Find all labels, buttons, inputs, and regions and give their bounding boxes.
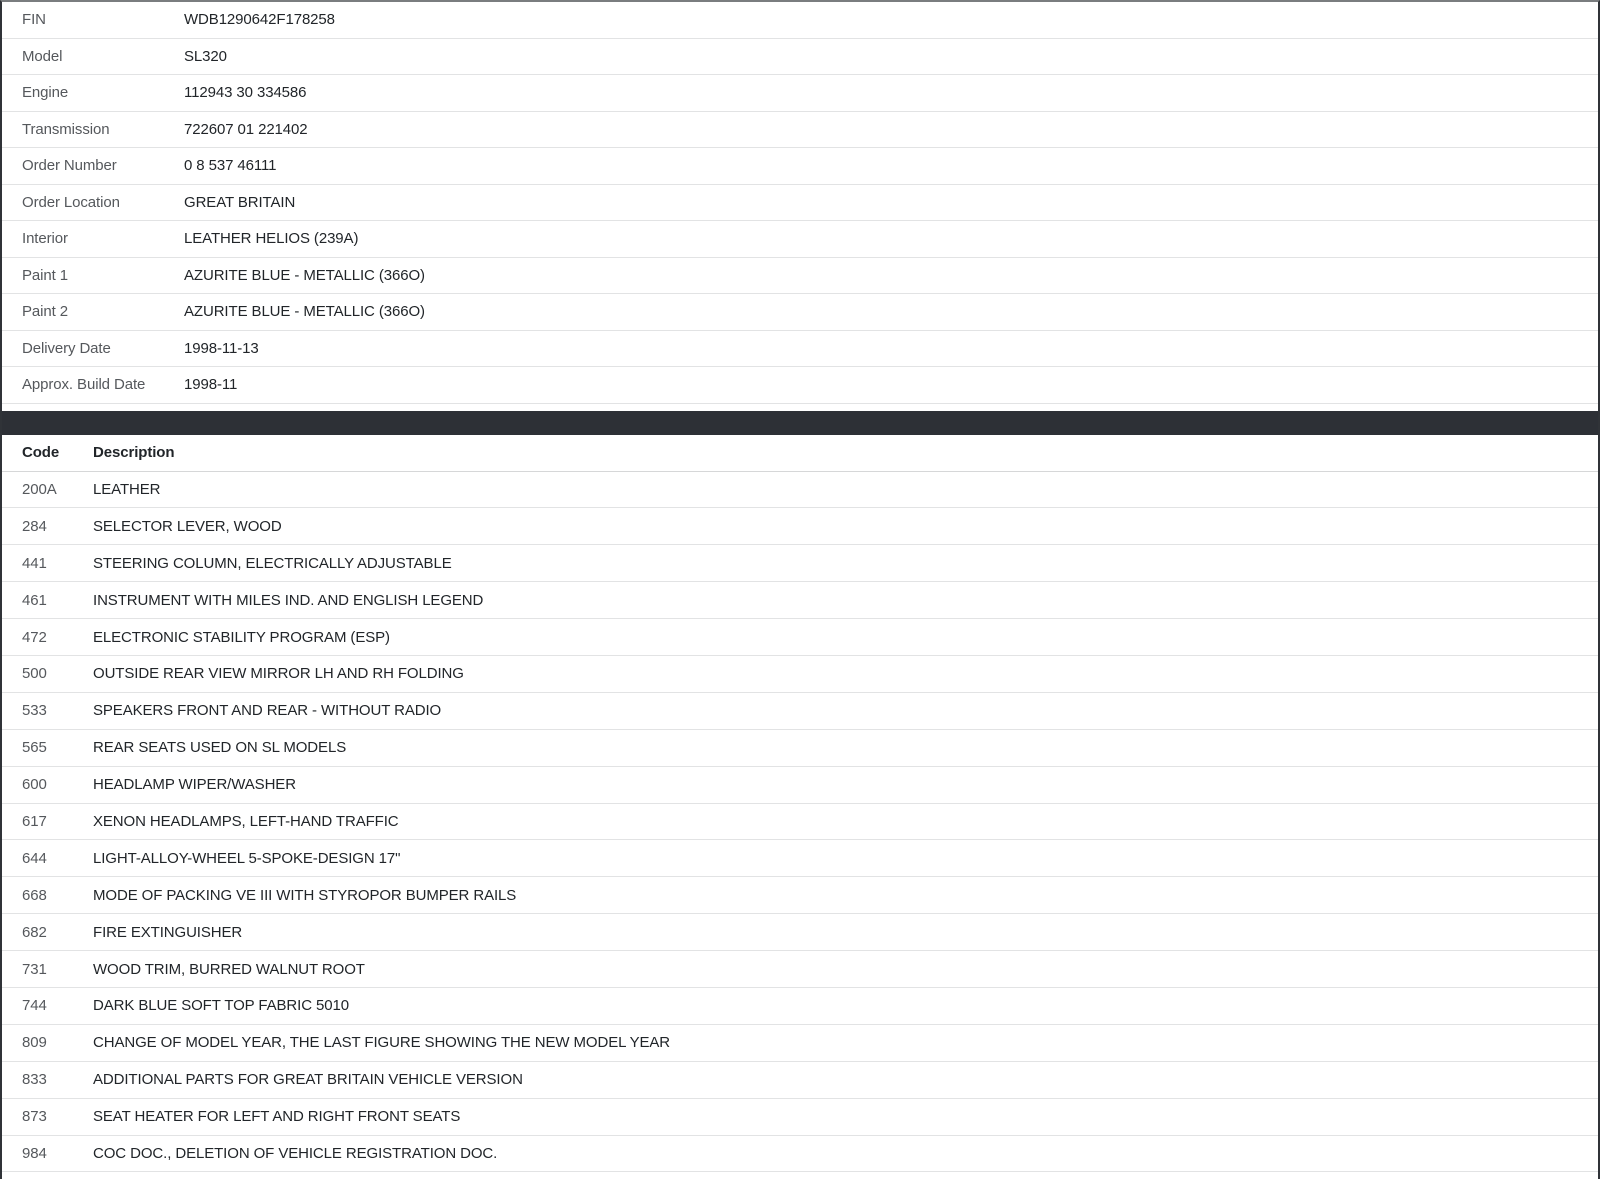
option-code: 873 [22, 1108, 47, 1126]
vehicle-info-value: 1998-11-13 [184, 339, 259, 357]
option-code-row [2, 472, 1598, 509]
vehicle-info-value: GREAT BRITAIN [184, 193, 296, 211]
option-code-row [2, 545, 1598, 582]
vehicle-info-label: Interior [22, 230, 68, 248]
vehicle-info-label: Paint 1 [22, 266, 68, 284]
vehicle-info-label: Transmission [22, 120, 110, 138]
vehicle-info-label: Engine [22, 84, 69, 102]
option-codes-body [2, 472, 1598, 1173]
option-code: 461 [22, 591, 47, 609]
description-column-header: Description [93, 444, 175, 461]
vehicle-info-row [2, 367, 1598, 404]
option-description: INSTRUMENT WITH MILES IND. AND ENGLISH LEGEND [93, 591, 484, 609]
option-code-row [2, 582, 1598, 619]
option-code-row [2, 951, 1598, 988]
option-code: 682 [22, 923, 47, 941]
option-description: XENON HEADLAMPS, LEFT-HAND TRAFFIC [93, 812, 399, 830]
vehicle-info-value: 1998-11 [184, 376, 238, 394]
vehicle-info-value: WDB1290642F178258 [184, 11, 335, 29]
option-code: 472 [22, 628, 47, 646]
vehicle-info-value: 722607 01 221402 [184, 120, 308, 138]
option-code-row [2, 619, 1598, 656]
vehicle-info-label: Delivery Date [22, 339, 111, 357]
option-code: 644 [22, 849, 47, 867]
option-code: 731 [22, 960, 47, 978]
option-description: SPEAKERS FRONT AND REAR - WITHOUT RADIO [93, 702, 442, 720]
option-code-row [2, 1062, 1598, 1099]
option-codes-header-row [2, 435, 1598, 472]
option-code-row [2, 877, 1598, 914]
vehicle-info-value: 0 8 537 46111 [184, 157, 277, 175]
option-code: 668 [22, 886, 47, 904]
option-description: HEADLAMP WIPER/WASHER [93, 776, 296, 794]
vehicle-info-label: Approx. Build Date [22, 376, 146, 394]
vehicle-info-row [2, 2, 1598, 39]
vehicle-info-label: FIN [22, 11, 46, 29]
vehicle-info-value: 112943 30 334586 [184, 84, 307, 102]
vehicle-info-row [2, 112, 1598, 149]
option-description: DARK BLUE SOFT TOP FABRIC 5010 [93, 997, 349, 1015]
option-code: 809 [22, 1034, 47, 1052]
option-code: 284 [22, 517, 47, 535]
vehicle-info-label: Order Number [22, 157, 117, 175]
option-code: 533 [22, 702, 47, 720]
option-code-row [2, 1136, 1598, 1173]
table-gap [2, 404, 1598, 411]
option-code: 441 [22, 554, 47, 572]
option-code-row [2, 767, 1598, 804]
vehicle-info-row [2, 148, 1598, 185]
option-code: 744 [22, 997, 47, 1015]
option-code: 500 [22, 665, 47, 683]
section-divider-bar [2, 411, 1598, 435]
vehicle-info-value: AZURITE BLUE - METALLIC (366O) [184, 303, 425, 321]
option-code-row [2, 656, 1598, 693]
vehicle-info-value: LEATHER HELIOS (239A) [184, 230, 359, 248]
option-description: REAR SEATS USED ON SL MODELS [93, 739, 347, 757]
option-code: 600 [22, 776, 47, 794]
vehicle-info-row [2, 75, 1598, 112]
option-code-row [2, 730, 1598, 767]
code-column-header: Code [22, 444, 60, 461]
vehicle-info-label: Order Location [22, 193, 120, 211]
option-code-row [2, 988, 1598, 1025]
vehicle-info-row [2, 185, 1598, 222]
option-description: MODE OF PACKING VE III WITH STYROPOR BUMPER RAILS [93, 886, 517, 904]
vehicle-info-value: AZURITE BLUE - METALLIC (366O) [184, 266, 425, 284]
option-code-row [2, 840, 1598, 877]
option-code-row [2, 693, 1598, 730]
option-code-row [2, 804, 1598, 841]
option-description: SEAT HEATER FOR LEFT AND RIGHT FRONT SEATS [93, 1108, 461, 1126]
option-code: 565 [22, 739, 47, 757]
option-description: SELECTOR LEVER, WOOD [93, 517, 282, 535]
option-description: ELECTRONIC STABILITY PROGRAM (ESP) [93, 628, 390, 646]
option-description: STEERING COLUMN, ELECTRICALLY ADJUSTABLE [93, 554, 452, 572]
option-description: ADDITIONAL PARTS FOR GREAT BRITAIN VEHICLE VERSION [93, 1071, 523, 1089]
option-description: CHANGE OF MODEL YEAR, THE LAST FIGURE SHOWING THE NEW MODEL YEAR [93, 1034, 671, 1052]
option-code: 984 [22, 1144, 47, 1162]
vehicle-info-row [2, 39, 1598, 76]
vehicle-info-label: Paint 2 [22, 303, 68, 321]
option-description: LEATHER [93, 480, 161, 498]
option-code-row [2, 1099, 1598, 1136]
option-description: WOOD TRIM, BURRED WALNUT ROOT [93, 960, 365, 978]
vehicle-info-value: SL320 [184, 47, 227, 65]
vehicle-info-row [2, 258, 1598, 295]
option-description: LIGHT-ALLOY-WHEEL 5-SPOKE-DESIGN 17" [93, 849, 401, 867]
vehicle-info-table [2, 2, 1598, 404]
option-code-row [2, 914, 1598, 951]
option-code-row [2, 508, 1598, 545]
option-code: 833 [22, 1071, 47, 1089]
option-code-row [2, 1025, 1598, 1062]
vehicle-info-row [2, 294, 1598, 331]
vehicle-info-label: Model [22, 47, 63, 65]
option-description: FIRE EXTINGUISHER [93, 923, 243, 941]
option-code: 200A [22, 480, 57, 498]
option-code: 617 [22, 812, 47, 830]
vehicle-info-row [2, 221, 1598, 258]
option-description: OUTSIDE REAR VIEW MIRROR LH AND RH FOLDING [93, 665, 464, 683]
option-codes-table [2, 435, 1598, 1173]
vehicle-info-row [2, 331, 1598, 368]
option-description: COC DOC., DELETION OF VEHICLE REGISTRATION DOC. [93, 1144, 498, 1162]
